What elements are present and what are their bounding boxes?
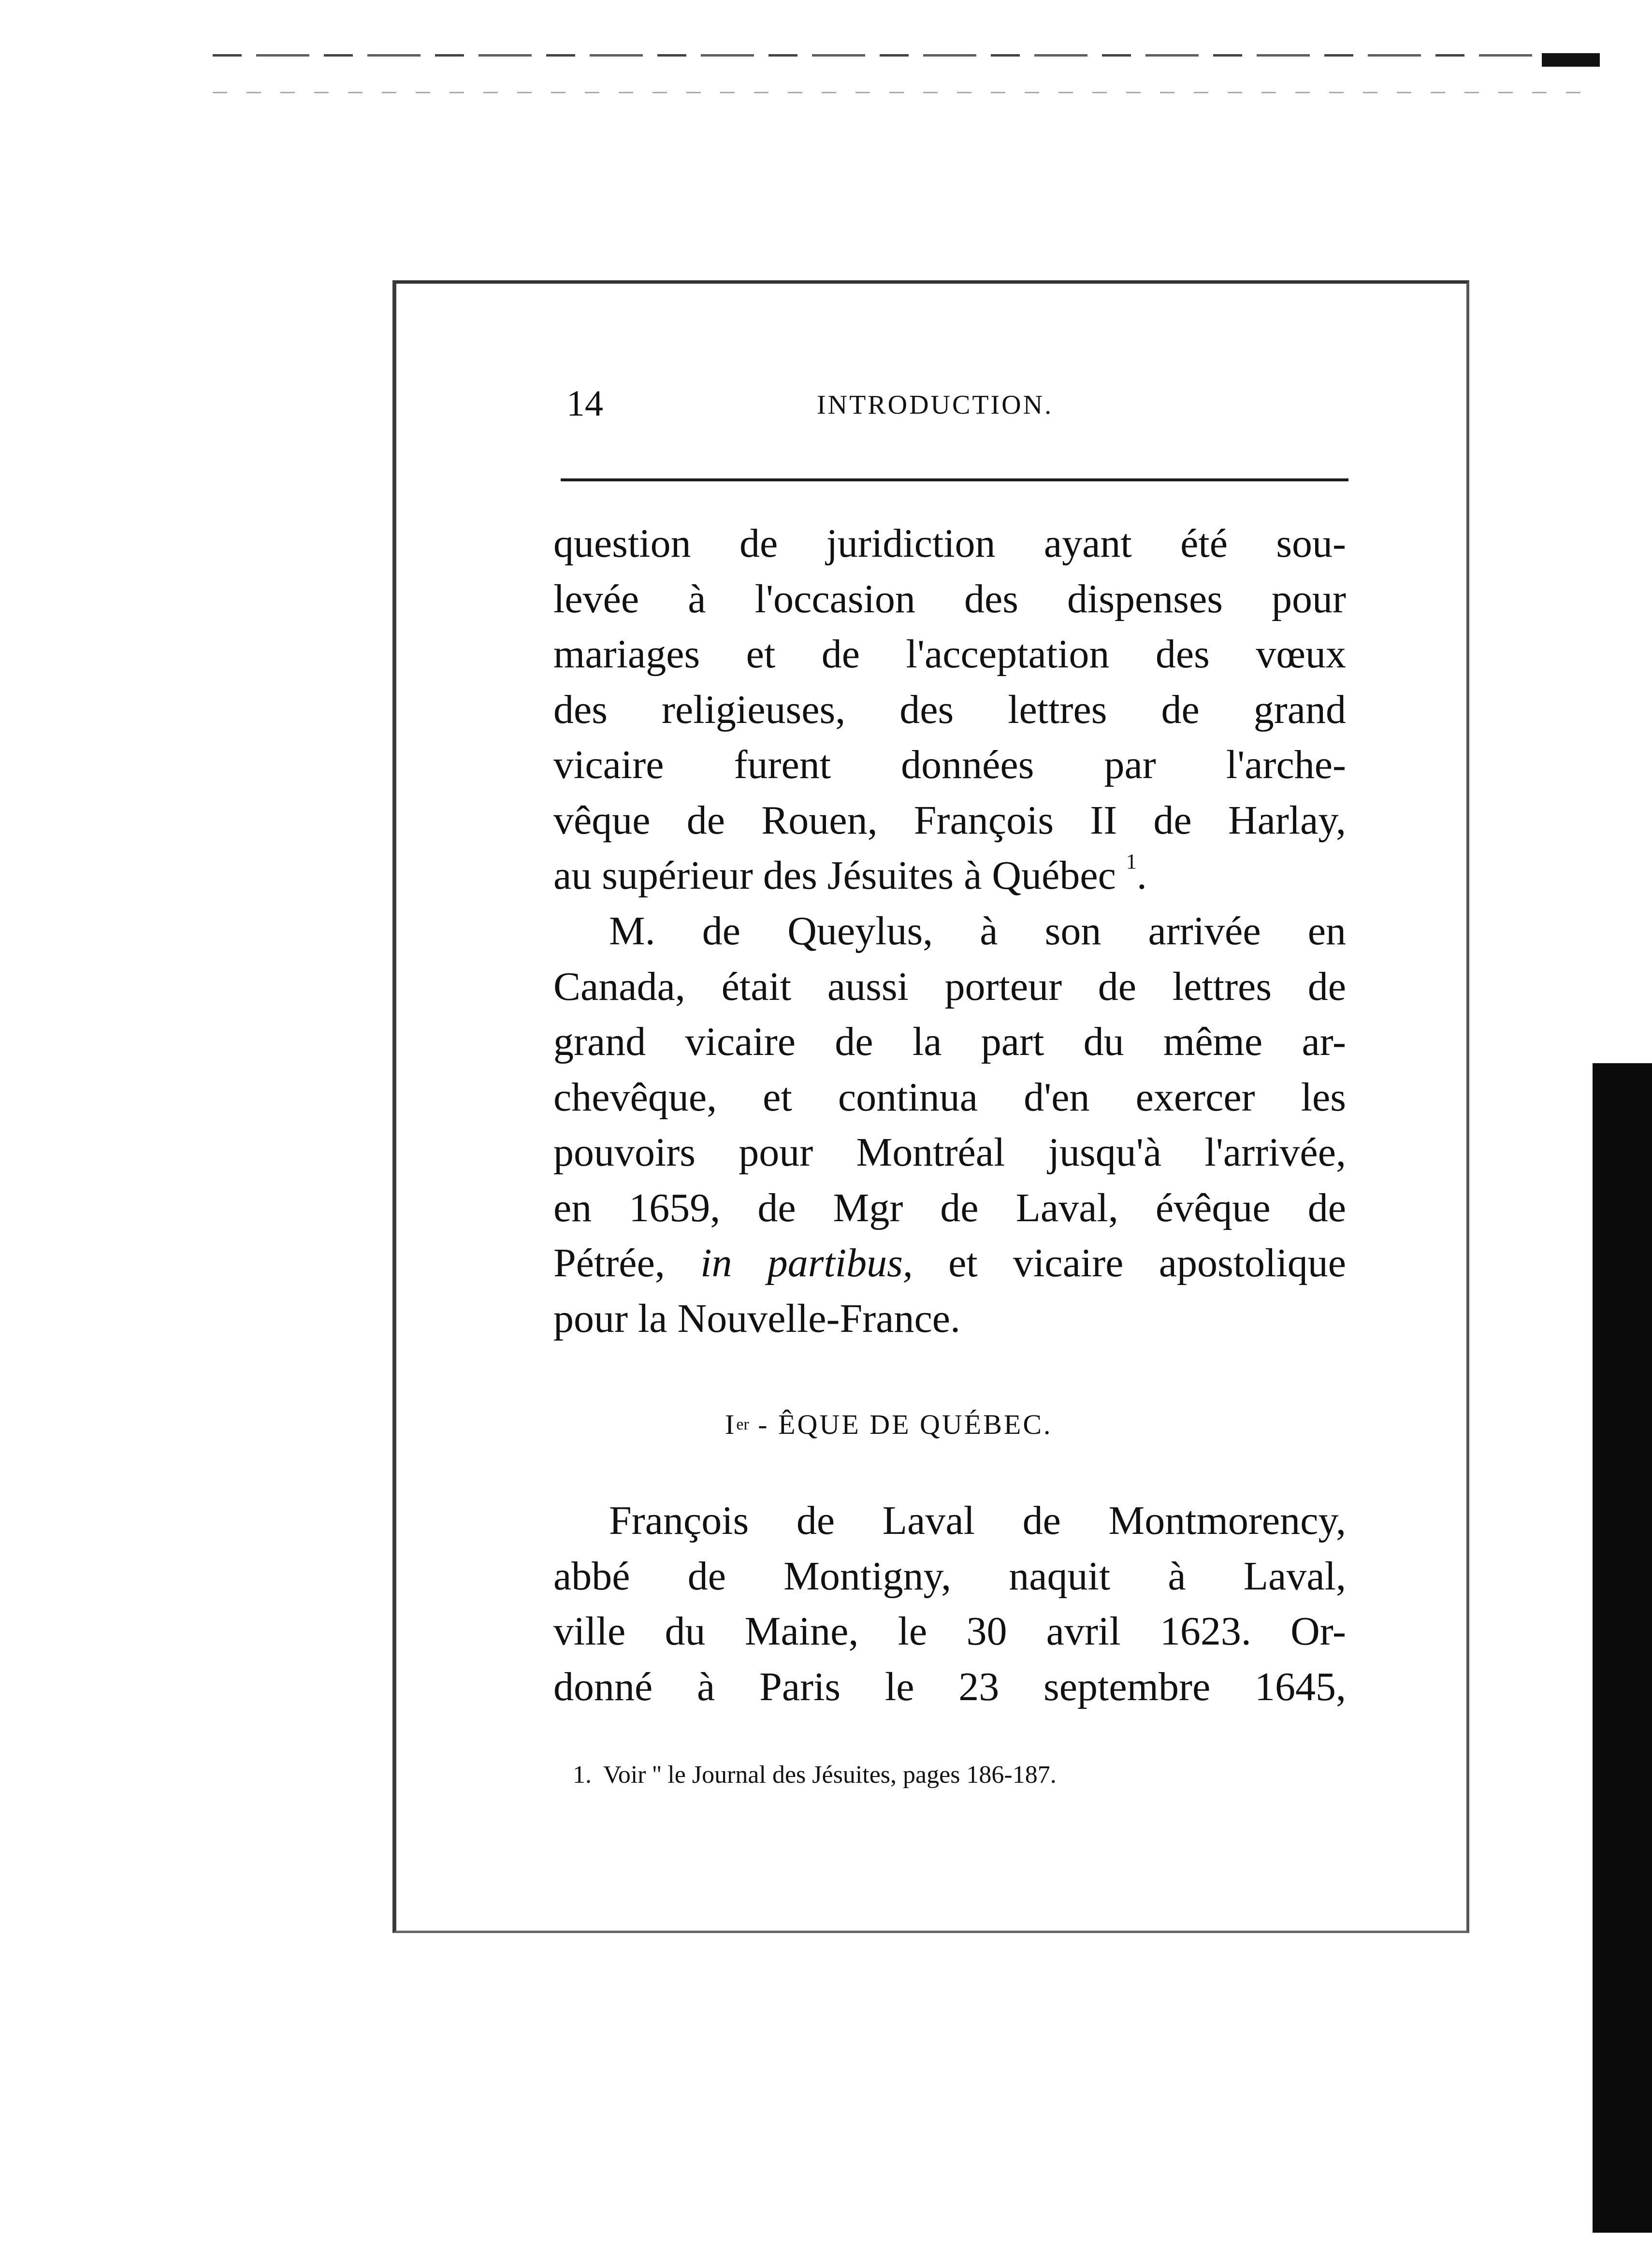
text-fragment: Pétrée, xyxy=(553,1241,665,1285)
footnote-number: 1. xyxy=(573,1761,592,1789)
heading-text: - ÊQUE DE QUÉBEC. xyxy=(758,1409,1053,1440)
text-line-body: au supérieur des Jésuites à Québec xyxy=(553,853,1116,898)
text-line xyxy=(553,848,1346,904)
text-line: des religieuses, des lettres de grand xyxy=(553,687,1346,732)
paragraph-laval xyxy=(553,1493,1346,1715)
text-line: M. de Queylus, à son arrivée en xyxy=(609,909,1346,953)
scan-artifact-top-block xyxy=(1542,53,1600,67)
paragraph-queylus xyxy=(553,904,1346,1346)
page-number: 14 xyxy=(566,383,603,424)
page-header xyxy=(561,382,1348,425)
end-punctuation: . xyxy=(1136,853,1147,898)
footnote xyxy=(573,1758,1346,1792)
text-line: donné à Paris le 23 septembre 1645, xyxy=(553,1664,1346,1709)
text-line: vêque de Rouen, François II de Harlay, xyxy=(553,797,1346,843)
text-line: ville du Maine, le 30 avril 1623. Or- xyxy=(553,1609,1346,1654)
text-line: François de Laval de Montmorency, xyxy=(609,1498,1346,1543)
text-line: chevêque, et continua d'en exercer les xyxy=(553,1074,1346,1120)
text-line: pour la Nouvelle-France. xyxy=(553,1296,961,1341)
italic-latin-phrase: in partibus, xyxy=(700,1241,913,1285)
text-line xyxy=(553,1236,1346,1291)
text-line: en 1659, de Mgr de Laval, évêque de xyxy=(553,1185,1346,1230)
text-line: mariages et de l'acceptation des vœux xyxy=(553,632,1346,677)
text-line: grand vicaire de la part du même ar- xyxy=(553,1019,1346,1064)
heading-prefix: I xyxy=(725,1409,737,1440)
scan-artifact-top-line xyxy=(213,54,1595,57)
text-line: question de juridiction ayant été sou- xyxy=(553,521,1346,566)
footnote-reference: 1 xyxy=(1126,850,1137,873)
text-line: levée à l'occasion des dispenses pour xyxy=(553,576,1346,621)
text-fragment: et vicaire apostolique xyxy=(948,1241,1346,1285)
running-title: INTRODUCTION. xyxy=(817,390,1054,420)
section-heading xyxy=(725,1405,1208,1444)
scan-artifact-second-line xyxy=(213,92,1595,93)
paragraph-jurisdiction xyxy=(553,516,1346,904)
text-line: vicaire furent données par l'arche- xyxy=(553,742,1346,787)
heading-prefix-superscript: er xyxy=(736,1415,749,1433)
scan-artifact-edge-bar xyxy=(1593,1063,1652,2233)
text-line: Canada, était aussi porteur de lettres de xyxy=(553,964,1346,1009)
footnote-text: Voir '' le Journal des Jésuites, pages 186-187. xyxy=(603,1761,1057,1789)
text-line: abbé de Montigny, naquit à Laval, xyxy=(553,1553,1346,1599)
text-line: pouvoirs pour Montréal jusqu'à l'arrivée, xyxy=(553,1130,1346,1175)
header-rule xyxy=(561,478,1348,481)
